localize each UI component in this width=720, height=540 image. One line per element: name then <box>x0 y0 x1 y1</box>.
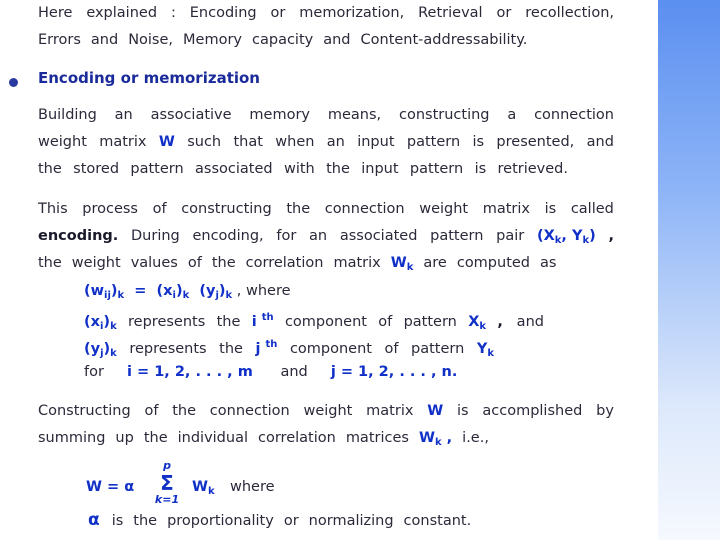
heading-text: Encoding or memorization <box>38 69 260 87</box>
word: are <box>423 255 447 271</box>
word: a <box>507 107 517 123</box>
word: the <box>286 201 311 217</box>
formula-ranges: for i = 1, 2, . . . , m and j = 1, 2, . . . , n. <box>84 364 458 380</box>
word: the <box>172 403 197 419</box>
word: Content-addressability. <box>360 32 528 48</box>
word: During <box>131 228 180 244</box>
alpha-line: α is the proportionality or normalizing constant. <box>88 510 472 530</box>
word: Memory <box>183 32 243 48</box>
word: individual <box>177 430 248 446</box>
word: an <box>309 228 328 244</box>
word: constructing <box>398 107 490 123</box>
word: weight <box>38 134 87 150</box>
word: Here <box>38 5 73 21</box>
word: Building <box>38 107 97 123</box>
matrix-W: W <box>158 134 175 150</box>
word: matrices <box>345 430 409 446</box>
sigma-symbol: p Σ k=1 <box>154 459 180 506</box>
word: and <box>323 32 351 48</box>
word: explained <box>86 5 158 21</box>
word: for <box>276 228 297 244</box>
word: matrix <box>482 201 531 217</box>
word: the <box>133 513 158 529</box>
word: weight <box>303 403 353 419</box>
word: recollection, <box>525 5 614 21</box>
word: input <box>361 161 399 177</box>
sum-lhs: W = α <box>86 479 135 495</box>
word: of <box>378 314 393 330</box>
word: by <box>596 403 614 419</box>
word: pattern <box>430 228 484 244</box>
word: matrix <box>99 134 147 150</box>
word: retrieved. <box>497 161 568 177</box>
word: with <box>283 161 315 177</box>
formula-xi-line: $(x_i)_k$ represents the i $^{th}$ component of pattern $X_k$ , and <box>84 312 544 332</box>
word: memorization, <box>299 5 405 21</box>
word: correlation <box>245 255 324 271</box>
word: connection <box>324 201 405 217</box>
word: pattern <box>403 314 457 330</box>
word: weight <box>71 255 121 271</box>
word: or <box>283 513 299 529</box>
word: the <box>38 161 62 177</box>
word: of <box>144 403 159 419</box>
word: matrix <box>333 255 381 271</box>
para3-line-1: Constructing of the connection weight matrix W is accomplished by <box>38 400 614 422</box>
word: stored <box>73 161 120 177</box>
word: or <box>270 5 286 21</box>
word: component <box>284 314 367 330</box>
para2-line-3 <box>38 252 614 274</box>
pair-comma: , <box>608 228 614 244</box>
word: input <box>357 134 395 150</box>
word: is <box>544 201 557 217</box>
word: pattern <box>409 161 464 177</box>
word: constructing <box>181 201 272 217</box>
word: correlation <box>258 430 336 446</box>
word: the <box>211 255 236 271</box>
word: means, <box>327 107 382 123</box>
word: or <box>496 5 512 21</box>
word: the <box>38 255 62 271</box>
para2-line-2 <box>38 225 614 247</box>
word: of <box>384 341 399 357</box>
word: is <box>457 403 469 419</box>
formula-eq: $(w_{ij})_k = (x_i)_k$ $(y_j)_k$ , where <box>84 283 291 301</box>
sum-term: $W_k$ <box>192 479 215 497</box>
word: such <box>187 134 222 150</box>
decorative-side-bar <box>658 0 720 540</box>
formula-yj-line: $(y_j)_k$ represents the j $^{th}$ component of pattern $Y_k$ <box>84 339 494 359</box>
word: is <box>472 134 485 150</box>
word: Encoding <box>189 5 257 21</box>
word: the <box>143 430 168 446</box>
word: an <box>326 134 345 150</box>
word: capacity <box>252 32 314 48</box>
word: summing <box>38 430 106 446</box>
word: associative <box>150 107 232 123</box>
intro-line-2 <box>38 29 614 51</box>
word: pattern <box>130 161 184 177</box>
word: pattern <box>411 341 465 357</box>
word: pattern <box>406 134 461 150</box>
word: connection <box>209 403 290 419</box>
word: normalizing <box>308 513 394 529</box>
word: represents <box>129 341 207 357</box>
word: is <box>111 513 124 529</box>
word: Retrieval <box>418 5 483 21</box>
word: up <box>115 430 134 446</box>
para1-line-1 <box>38 104 614 126</box>
word: is <box>474 161 487 177</box>
word: associated <box>339 228 418 244</box>
bullet-icon <box>9 78 18 87</box>
pattern-pair: ($X_k$, $Y_k$) <box>536 228 596 246</box>
word: This <box>38 201 68 217</box>
word: presented, <box>496 134 575 150</box>
word: constant. <box>403 513 472 529</box>
word: proportionality <box>167 513 274 529</box>
word: encoding, <box>192 228 264 244</box>
para2-line-1 <box>38 198 614 220</box>
para1-line-2 <box>38 131 614 153</box>
word: when <box>275 134 315 150</box>
section-heading <box>38 67 614 89</box>
word: process <box>82 201 138 217</box>
word: called <box>570 201 614 217</box>
word: the <box>219 341 243 357</box>
word: memory <box>249 107 310 123</box>
word: and <box>90 32 119 48</box>
word: the <box>326 161 350 177</box>
word: computed <box>456 255 531 271</box>
word: weight <box>419 201 469 217</box>
word: connection <box>534 107 614 123</box>
para1-line-3 <box>38 158 568 180</box>
word: and <box>586 134 614 150</box>
encoding-term: encoding. <box>38 228 119 244</box>
word: matrix <box>366 403 414 419</box>
word: of <box>152 201 167 217</box>
word: accomplished <box>482 403 583 419</box>
word: Constructing <box>38 403 131 419</box>
sum-where: where <box>230 479 275 495</box>
word: that <box>233 134 263 150</box>
matrix-Wk: $W_k$ <box>390 255 414 273</box>
para3-line-2: summing up the individual correlation matrices $W_k$ , i.e., <box>38 427 614 449</box>
word: : <box>170 5 176 21</box>
word: an <box>114 107 133 123</box>
word: component <box>289 341 372 357</box>
intro-line-1 <box>38 2 614 24</box>
word: Errors <box>38 32 81 48</box>
word: of <box>187 255 202 271</box>
word: represents <box>128 314 206 330</box>
word: Noise, <box>128 32 174 48</box>
word: as <box>540 255 557 271</box>
word: values <box>130 255 178 271</box>
word: the <box>216 314 241 330</box>
word: associated <box>195 161 273 177</box>
word: pair <box>496 228 525 244</box>
